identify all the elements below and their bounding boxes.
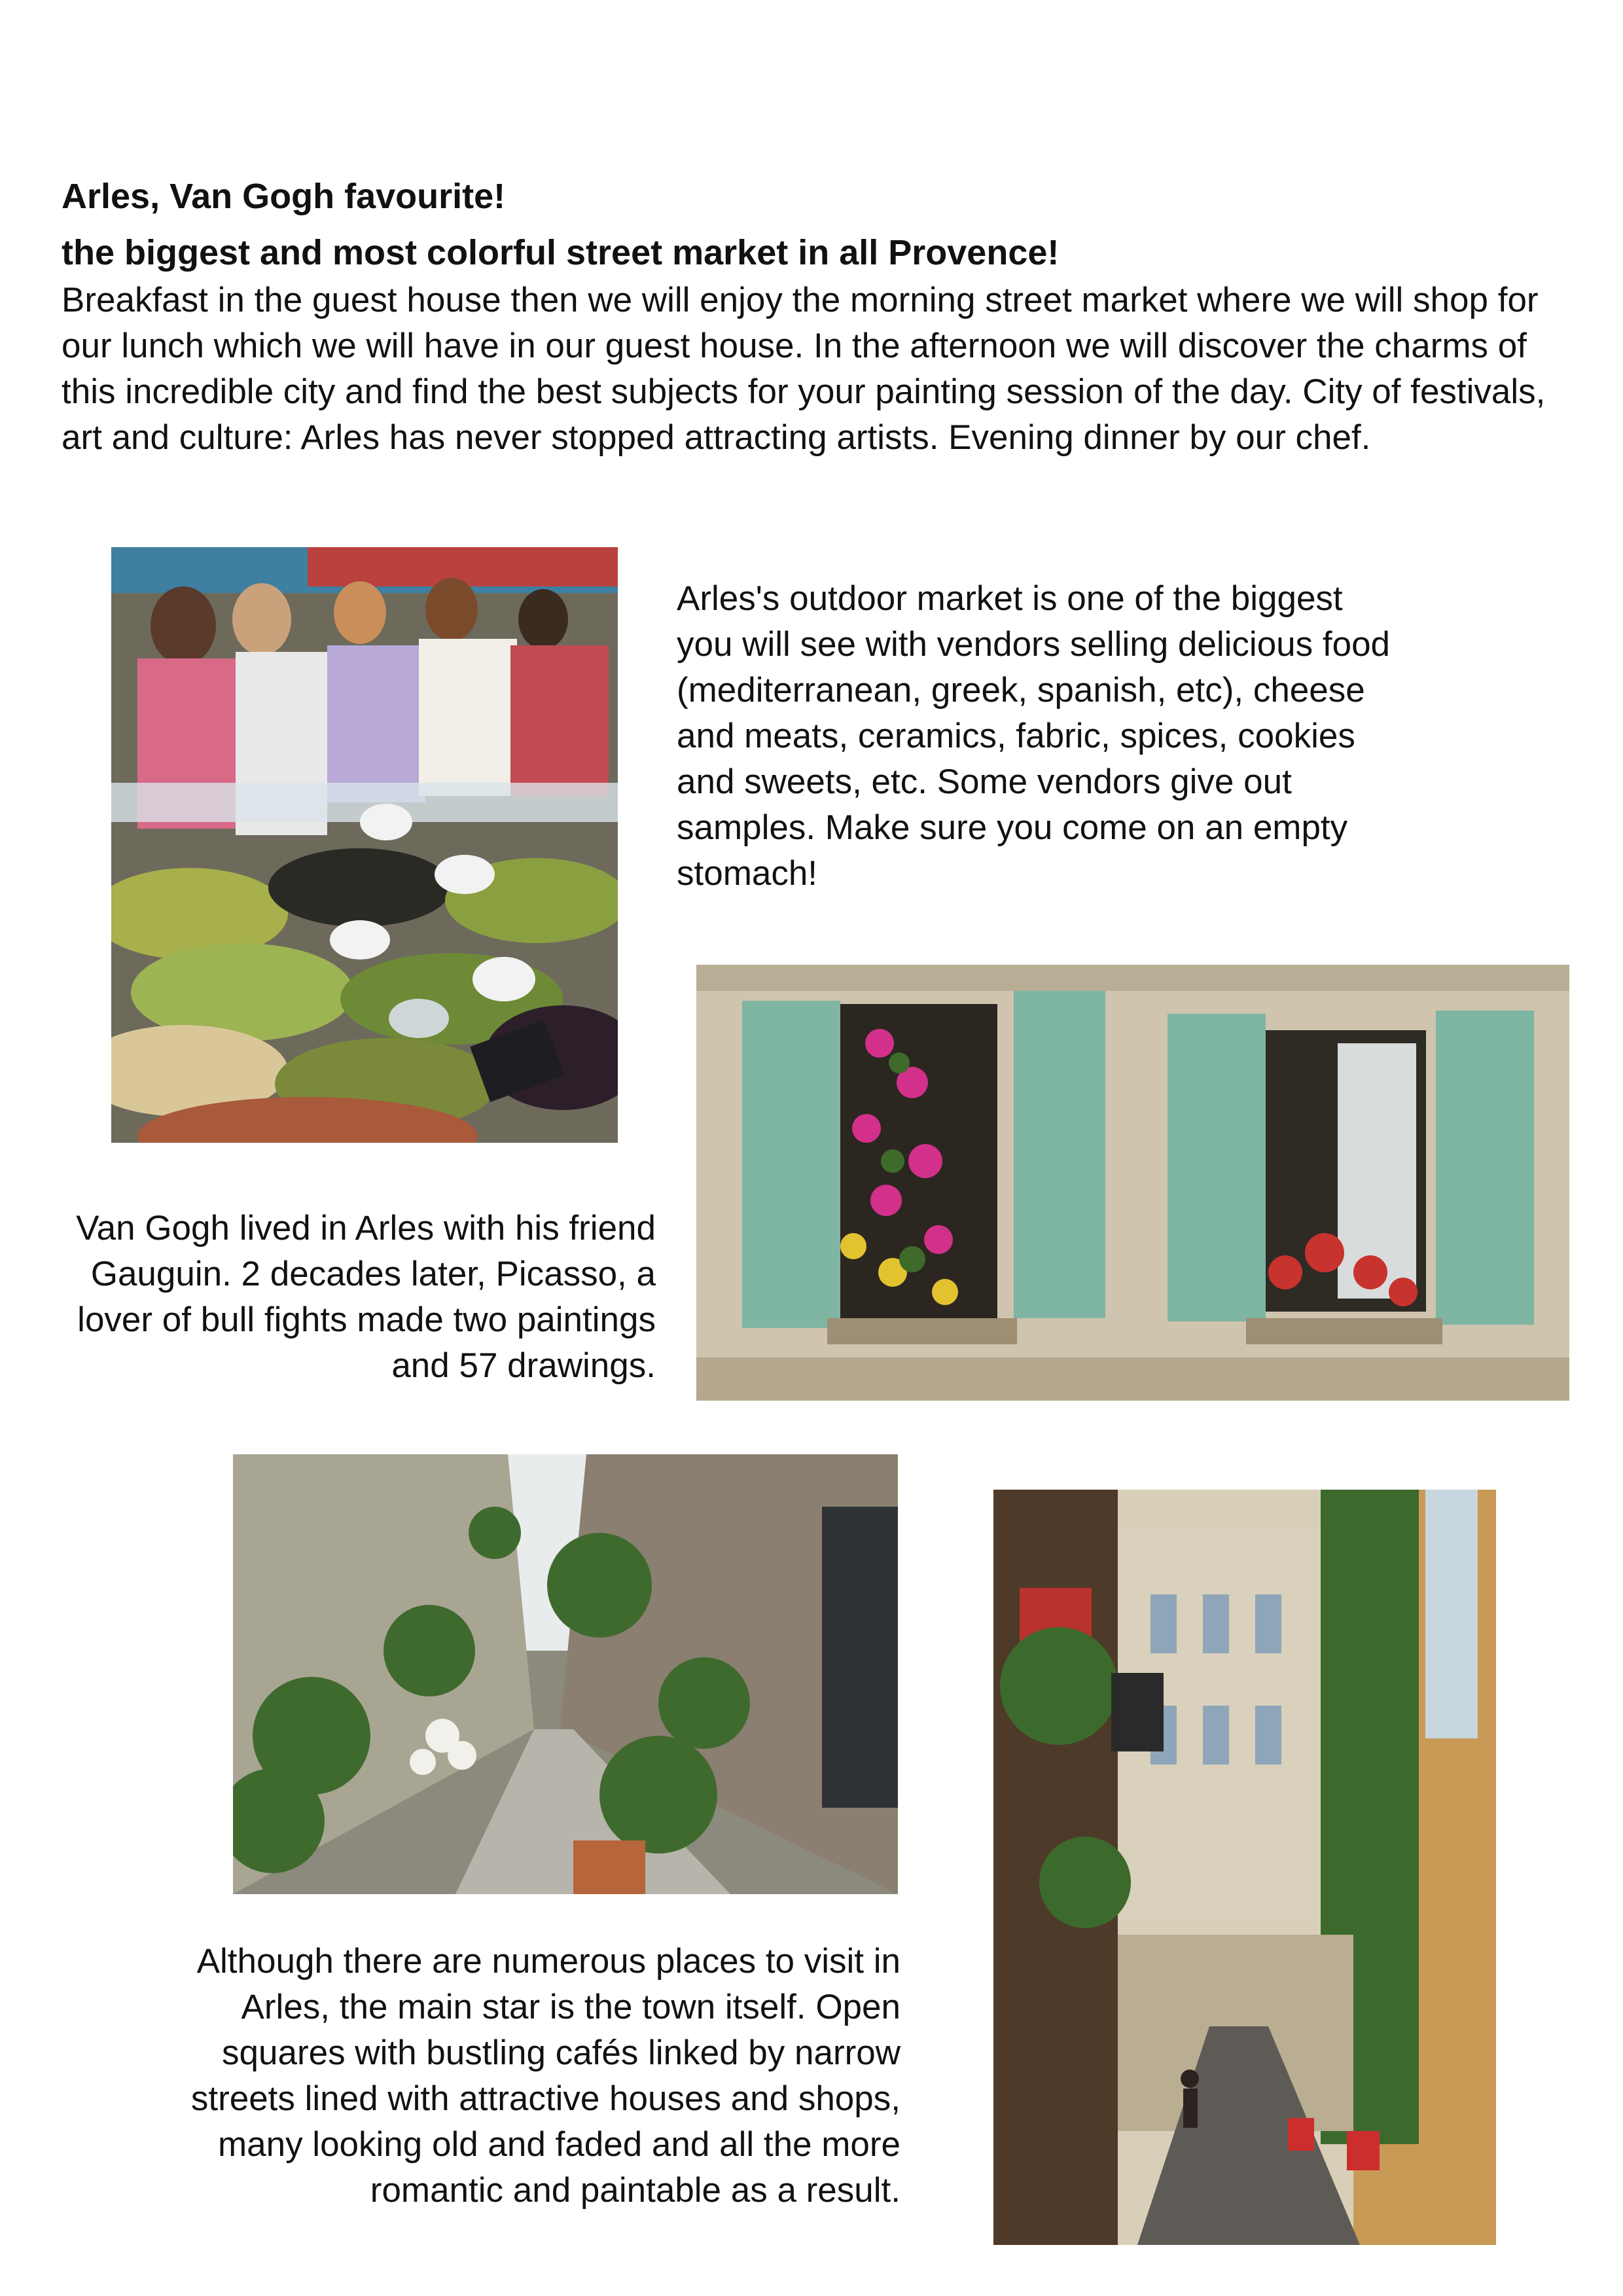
market-photo bbox=[111, 547, 618, 1143]
street-photo bbox=[993, 1490, 1496, 2245]
page-title: Arles, Van Gogh favourite! bbox=[62, 177, 506, 216]
page-subtitle: the biggest and most colorful street market in all Provence! bbox=[62, 233, 1060, 272]
vangogh-paragraph: Van Gogh lived in Arles with his friend Gauguin. 2 decades later, Picasso, a lover of bull fights made two paintings and 57 drawings. bbox=[76, 1209, 656, 1385]
intro-paragraph: Breakfast in the guest house then we will enjoy the morning street market where we will shop for our lunch which we will have in our guest house. In the afternoon we will discover the charms of this incredible city and find the best subjects for your painting session of the day. City of festivals, art and culture: Arles has never stopped attracting artists. Evening dinner by our chef. bbox=[62, 281, 1546, 457]
market-paragraph: Arles's outdoor market is one of the biggest you will see with vendors selling delicious food (mediterranean, greek, spanish, etc), cheese and meats, ceramics, fabric, spices, cookies and sweets, etc. Some vendors give out samples. Make sure you come on an empty stomach! bbox=[677, 579, 1391, 893]
alley-photo bbox=[233, 1454, 898, 1894]
shutters-photo bbox=[696, 965, 1569, 1401]
town-paragraph: Although there are numerous places to visit in Arles, the main star is the town itself. Open squares with bustling cafés linked by narrow streets lined with attractive houses and shops, many looking old and faded and all the more romantic and paintable as a result. bbox=[190, 1942, 901, 2210]
